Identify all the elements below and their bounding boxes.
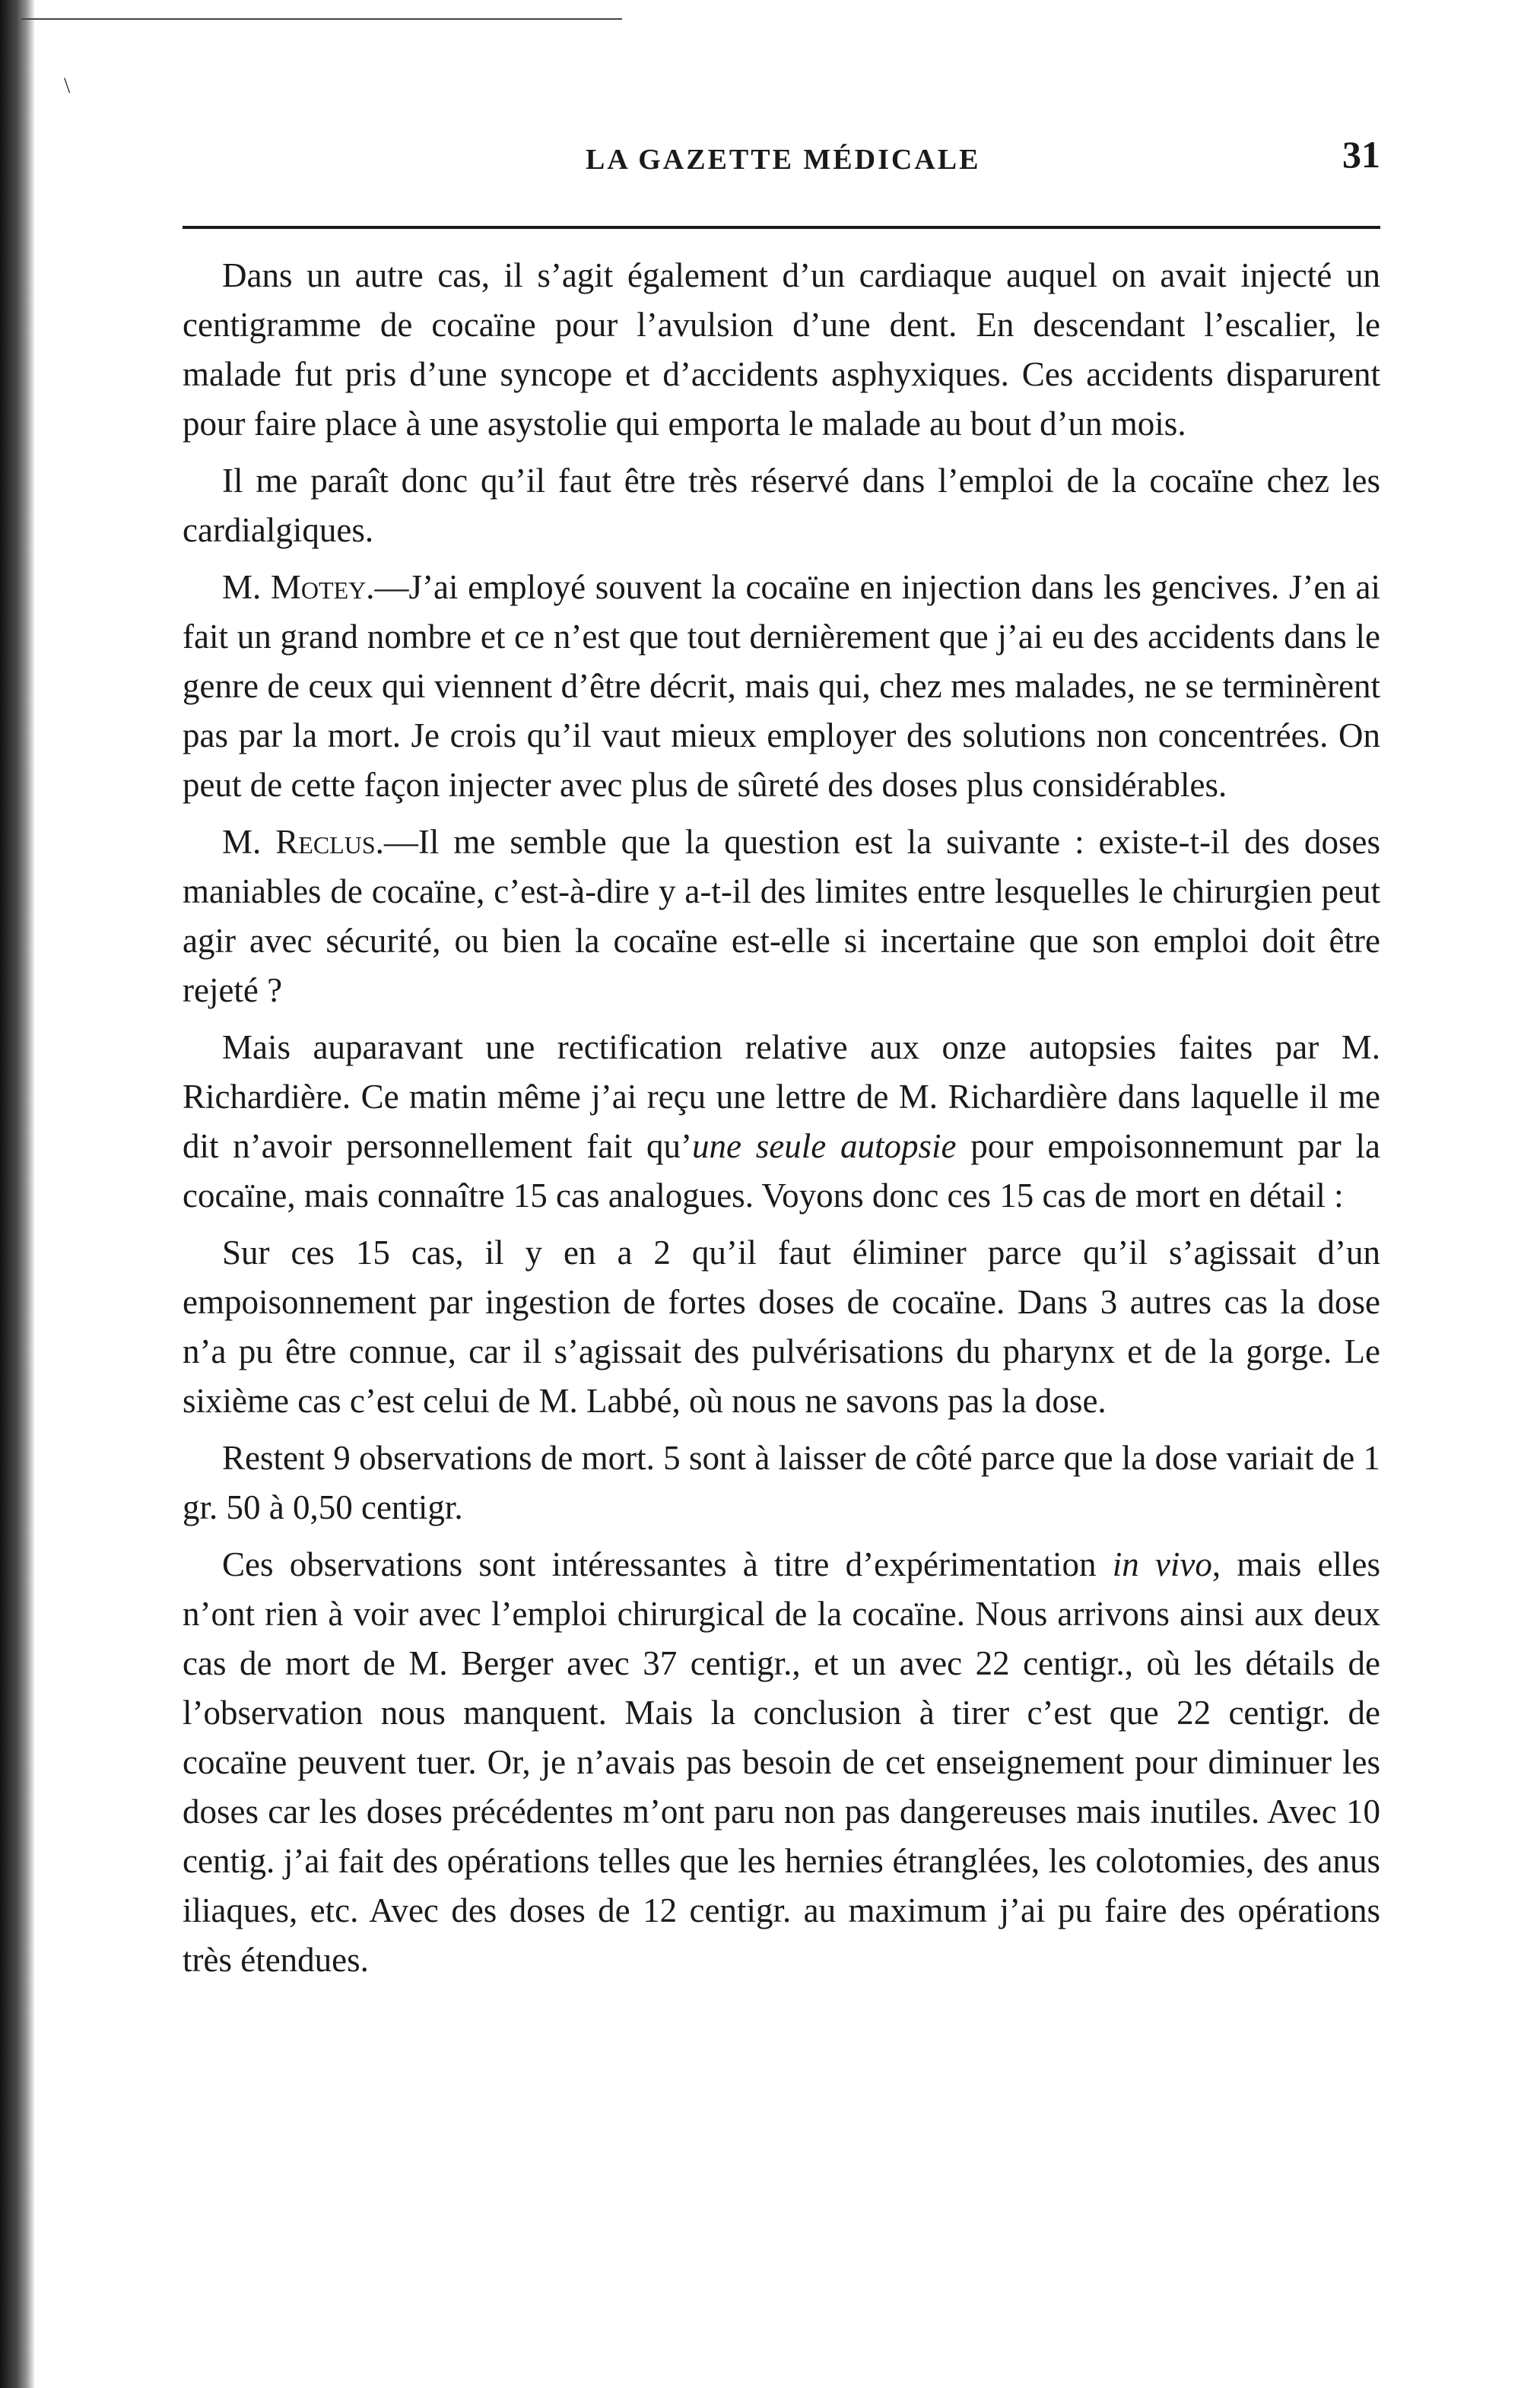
paragraph-reclus: [183, 818, 1380, 1015]
body-text: [183, 251, 1380, 1993]
paragraph-text: —J’ai employé souvent la cocaïne en injection dans les gencives. J’en ai fait un grand nombre et ce n’est que tout dernièrement que j’ai eu des accidents dans le genre de ceux qui viennent d’être décrit, mais qui, chez mes malades, ne se terminèrent pas par la mort. Je crois qu’il vaut mieux employer des solutions non concentrées. On peut de cette façon injecter avec plus de sûreté des doses plus considérables.: [183, 568, 1380, 804]
paragraph-conclusion: [183, 456, 1380, 555]
paragraph-text: Sur ces 15 cas, il y en a 2 qu’il faut éliminer parce qu’il s’agissait d’un empoisonnement par ingestion de fortes doses de cocaïne. Dans 3 autres cas la dose n’a pu être connue, car il s’agissait des pulvérisations du pharynx et de la gorge. Le sixième cas c’est celui de M. Labbé, où nous ne savons pas la dose.: [183, 1234, 1380, 1420]
scan-top-rule: [21, 18, 622, 20]
stray-mark: \: [64, 73, 71, 98]
paragraph-text: Dans un autre cas, il s’agit également d’un cardiaque auquel on avait injecté un centigramme de cocaïne pour l’avulsion d’une dent. En descendant l’escalier, le malade fut pris d’une syncope et d’accidents asphyxiques. Ces accidents disparurent pour faire place à une asystolie qui emporta le malade au bout d’un mois.: [183, 256, 1380, 443]
speaker-prefix: M.: [222, 823, 262, 861]
paragraph-fifteen-cases: [183, 1228, 1380, 1426]
page-number: 31: [1342, 133, 1380, 176]
paragraph-text: Ces observations sont intéressantes à titre d’expérimentation: [222, 1545, 1113, 1583]
running-title: LA GAZETTE MÉDICALE: [586, 144, 981, 176]
paragraph-text: Mais auparavant une rectification relative aux onze autopsies faites par M. Richardière. Ce matin même j’ai reçu une lettre de M. Richardière dans laquelle il me dit n’avoir personnellement fait qu’: [183, 1028, 1380, 1165]
paragraph-in-vivo: [183, 1540, 1380, 1985]
book-spine-edge: [0, 0, 35, 2388]
header-rule: [183, 226, 1380, 229]
page-header: [183, 129, 1380, 183]
paragraph-text: Restent 9 observations de mort. 5 sont à laisser de côté parce que la dose variait de 1 gr. 50 à 0,50 centigr.: [183, 1439, 1380, 1526]
emphasis-text: in vivo: [1112, 1545, 1212, 1583]
paragraph-cardiac-case: [183, 251, 1380, 449]
paragraph-text: Il me paraît donc qu’il faut être très réservé dans l’emploi de la cocaïne chez les cardialgiques.: [183, 462, 1380, 549]
paragraph-motey: [183, 563, 1380, 810]
paragraph-text: , mais elles n’ont rien à voir avec l’emploi chirurgical de la cocaïne. Nous arrivons ainsi aux deux cas de mort de M. Berger avec 37 centigr., et un avec 22 centigr., où les détails de l’observation nous manquent. Mais la conclusion à tirer c’est que 22 centigr. de cocaïne peuvent tuer. Or, je n’avais pas besoin de cet enseignement pour diminuer les doses car les doses précédentes m’ont paru non pas dangereuses mais inutiles. Avec 10 centig. j’ai fait des opérations telles que les hernies étranglées, les colotomies, des anus iliaques, etc. Avec des doses de 12 centigr. au maximum j’ai pu faire des opérations très étendues.: [183, 1545, 1381, 1979]
speaker-name: Motey.: [270, 568, 375, 606]
paragraph-text: pour empoisonnemunt par la cocaïne, mais connaître 15 cas analogues. Voyons donc ces 15 cas de mort en détail :: [183, 1127, 1380, 1215]
speaker-prefix: M.: [222, 568, 262, 606]
paragraph-text: —Il me semble que la question est la suivante : existe-t-il des doses maniables de cocaïne, c’est-à-dire y a-t-il des limites entre lesquelles le chirurgien peut agir avec sécurité, ou bien la cocaïne est-elle si incertaine que son emploi doit être rejeté ?: [183, 823, 1380, 1009]
paragraph-richardiere: [183, 1023, 1380, 1221]
paragraph-nine-observations: [183, 1434, 1380, 1532]
emphasis-text: une seule autopsie: [691, 1127, 957, 1165]
speaker-name: Reclus.: [275, 823, 384, 861]
